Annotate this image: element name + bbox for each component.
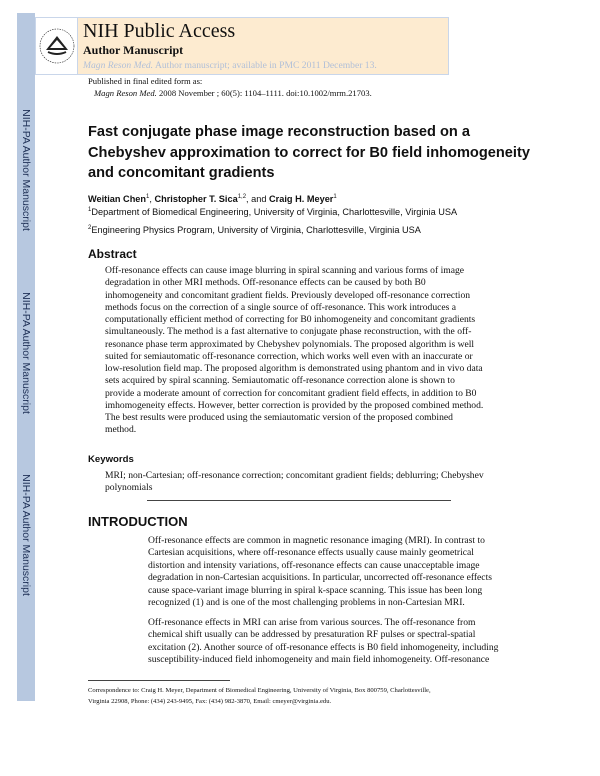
author-list — [88, 194, 337, 204]
citation-journal: Magn Reson Med. — [94, 88, 157, 98]
keywords-heading: Keywords — [88, 454, 134, 465]
text-line: sets acquired by spiral scanning. Semiautomatic off-resonance correction alone is shown to — [105, 375, 455, 387]
affiliation — [88, 225, 421, 235]
affil-sup: 2 — [88, 225, 92, 231]
text-line: suited for semiautomatic off-resonance correction, which works well even with an inaccurate or — [105, 350, 473, 362]
published-label: Published in final edited form as: — [88, 76, 203, 86]
title-line: and concomitant gradients — [88, 165, 275, 181]
text-line: Off-resonance effects are common in magnetic resonance imaging (MRI). In contrast to — [148, 535, 485, 546]
keywords-line: MRI; non-Cartesian; off-resonance correction; concomitant gradient fields; deblurring; Chebyshev — [105, 470, 484, 481]
correspondence-footnote — [88, 686, 431, 707]
text-line: excitation (2). Another source of off-resonance effects is B0 field inhomogeneity, including — [148, 641, 499, 653]
text-line: recognized (1) and is one of the most challenging problems in non-Cartesian MRI. — [148, 597, 465, 608]
author-name[interactable]: Weitian Chen — [88, 194, 147, 205]
text-line: chemical shift usually can be addressed by presaturation RF pulses or spectral-spatial — [148, 629, 476, 641]
affil-text: Department of Biomedical Engineering, University of Virginia, Charlottesville, Virginia USA — [91, 207, 458, 218]
text-line: provide a moderate amount of correction for concomitant gradient field effects, in addition to B0 — [105, 387, 477, 399]
footnote-rule — [88, 680, 230, 681]
sidebar-label: NIH-PA Author Manuscript — [20, 474, 32, 596]
text-line: imhomogeneity effects. However, better correction is provided by the proposed combined method. — [105, 399, 484, 411]
text-line: susceptibility-induced field inhomogeneity and main field inhomogeneity. Off-resonance — [148, 654, 490, 666]
text-line: computationally efficient method of correcting for B0 inhomogeneity and concomitant gradients — [105, 314, 476, 325]
text-line: resonance phase term approximated by Chebyshev polynomials. The proposed algorithm is well — [105, 338, 475, 350]
citation-details: 2008 November ; 60(5): 1104–1111. doi:10.1002/mrm.21703. — [158, 88, 372, 98]
text-line: Off-resonance effects in MRI can arise from various sources. The off-resonance from — [148, 617, 476, 628]
text-line: degradation in other MRI methods. Off-resonance effects can be caused by both B0 — [105, 277, 426, 289]
abstract-heading: Abstract — [88, 247, 137, 261]
text-line: degradation in non-Cartesian acquisitions. In particular, uncorrected off-resonance effects — [148, 572, 492, 584]
text-line: distortion and intensity variations, off-resonance effects can cause unacceptable image — [148, 559, 480, 571]
text-line: Off-resonance effects can cause image blurring in spiral scanning and various forms of image — [105, 265, 465, 276]
author-sep: , and — [246, 194, 270, 205]
text-line: method. — [105, 424, 137, 436]
author-sep: , — [149, 194, 155, 205]
author-name[interactable]: Craig H. Meyer — [269, 194, 334, 205]
affiliation — [88, 207, 457, 217]
footnote-line: Correspondence to: Craig H. Meyer, Department of Biomedical Engineering, University of Virginia, Box 800759, Charlottesville, — [88, 687, 431, 694]
author-affil-sup: 1 — [333, 194, 337, 200]
sidebar-label: NIH-PA Author Manuscript — [20, 292, 32, 414]
nih-header-banner — [77, 17, 449, 75]
title-line: Fast conjugate phase image reconstruction based on a — [88, 124, 470, 140]
keywords-line: polynomials — [105, 482, 153, 493]
title-line: Chebyshev approximation to correct for B0 field inhomogeneity — [88, 144, 530, 161]
text-line: methods focus on the correction of a single source of off-resonance. This work introduces a — [105, 301, 457, 313]
text-line: low-resolution field map. The proposed algorithm is demonstrated using phantom and in vivo data — [105, 363, 483, 374]
author-name[interactable]: Christopher T. Sica — [154, 194, 238, 205]
introduction-heading: INTRODUCTION — [88, 514, 188, 529]
author-affil-sup: 1,2 — [237, 194, 247, 200]
header-title: NIH Public Access — [83, 20, 236, 42]
nih-logo — [35, 17, 79, 75]
affil-text: Engineering Physics Program, University of Virginia, Charlottesville, Virginia USA — [91, 225, 421, 236]
text-line: simultaneously. The method is a fast alternative to conjugate phase reconstruction, with the off- — [105, 326, 472, 338]
affil-sup: 1 — [88, 207, 92, 213]
text-line: Cartesian acquisitions, where off-resonance effects usually cause mainly geometrical — [148, 547, 474, 559]
article-title — [88, 122, 530, 184]
footnote-line: Virginia 22908, Phone: (434) 243-9495, Fax: (434) 982-3870, Email: cmeyer@virginia.edu. — [88, 697, 332, 705]
header-subtitle: Author Manuscript — [83, 43, 184, 57]
text-line: The best results were produced using the semiautomatic version of the proposed combined — [105, 412, 453, 423]
sidebar-label: NIH-PA Author Manuscript — [20, 109, 32, 231]
text-line: inhomogeneity and concomitant gradient fields. Previously developed off-resonance correction — [105, 289, 471, 301]
text-line: cause space-variant image blurring in spiral k-space scanning. This issue has been long — [148, 584, 483, 596]
section-divider — [147, 500, 451, 501]
nih-seal-icon — [36, 18, 78, 74]
availability-text: Author manuscript; available in PMC 2011 December 13. — [154, 60, 377, 71]
journal-link[interactable]: Magn Reson Med. — [83, 60, 154, 71]
author-affil-sup: 1 — [146, 194, 150, 200]
